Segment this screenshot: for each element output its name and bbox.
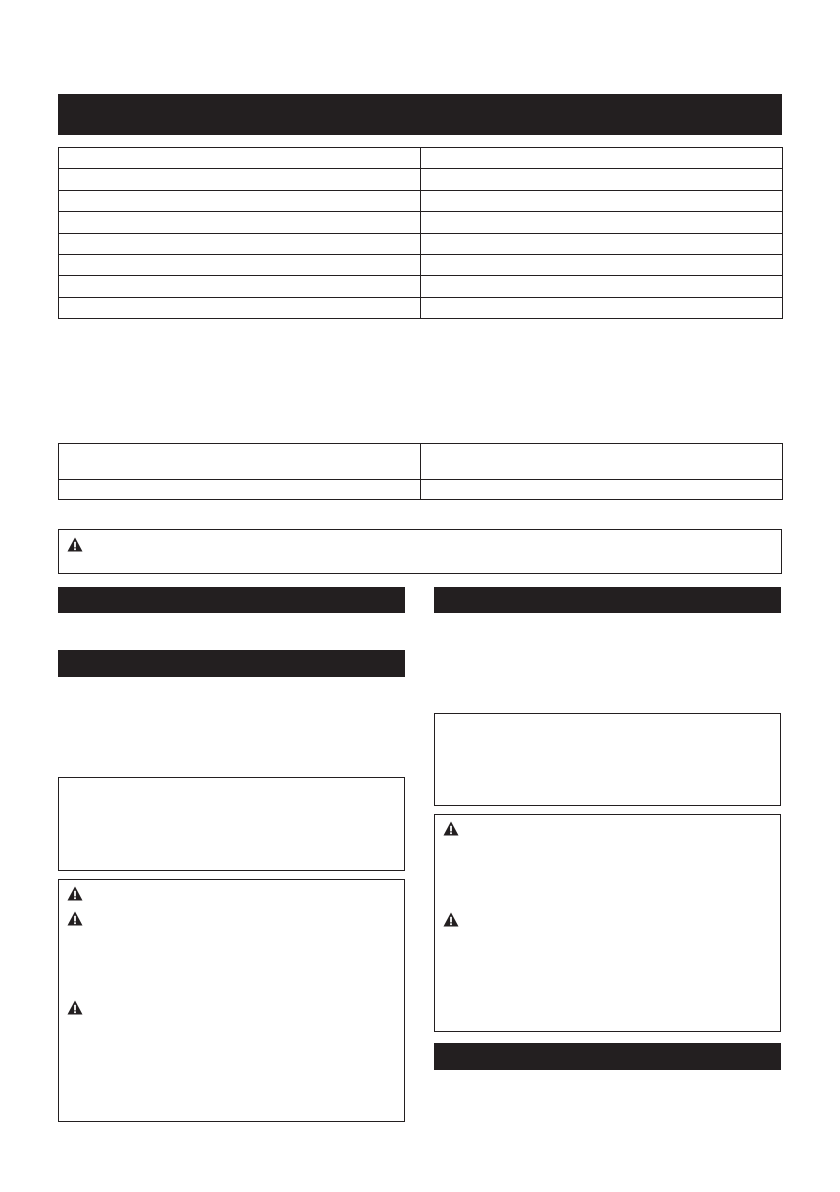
table-row	[59, 297, 783, 318]
section-heading-bar-left-1	[58, 587, 405, 613]
table-cell	[59, 169, 421, 190]
table-cell	[421, 444, 783, 480]
table-cell	[59, 148, 421, 169]
table-cell	[421, 190, 783, 211]
table-cell	[59, 444, 421, 480]
table-cell	[59, 212, 421, 233]
battery-table	[58, 443, 783, 500]
table-cell	[59, 276, 421, 297]
section-heading-bar-right-1	[434, 587, 781, 613]
warning-box-full	[58, 529, 782, 574]
table-cell	[421, 233, 783, 254]
table-cell	[421, 169, 783, 190]
warning-triangle-icon	[67, 911, 83, 926]
warning-box-right	[434, 814, 781, 1032]
section-heading-bar-right-2	[434, 1043, 781, 1070]
table-cell	[59, 297, 421, 318]
table-cell	[421, 212, 783, 233]
table-row	[59, 190, 783, 211]
table-cell	[421, 276, 783, 297]
table-cell	[59, 190, 421, 211]
warning-box-left	[58, 879, 405, 1122]
table-cell	[59, 480, 421, 500]
warning-triangle-icon	[443, 912, 459, 927]
table-cell	[421, 148, 783, 169]
note-box-left	[58, 777, 405, 871]
table-row	[59, 148, 783, 169]
warning-triangle-icon	[67, 1000, 83, 1015]
table-row	[59, 254, 783, 275]
table-cell	[59, 233, 421, 254]
specifications-table	[58, 147, 783, 319]
table-row	[59, 233, 783, 254]
table-cell	[59, 254, 421, 275]
warning-triangle-icon	[67, 537, 83, 552]
note-box-right	[434, 713, 781, 806]
table-row	[59, 276, 783, 297]
warning-triangle-icon	[67, 886, 83, 901]
section-heading-bar-left-2	[58, 650, 405, 677]
table-row	[59, 480, 783, 500]
table-cell	[421, 254, 783, 275]
section-heading-bar-top	[58, 94, 782, 135]
warning-triangle-icon	[443, 821, 459, 836]
table-row	[59, 444, 783, 480]
table-cell	[421, 480, 783, 500]
table-cell	[421, 297, 783, 318]
table-row	[59, 169, 783, 190]
table-row	[59, 212, 783, 233]
